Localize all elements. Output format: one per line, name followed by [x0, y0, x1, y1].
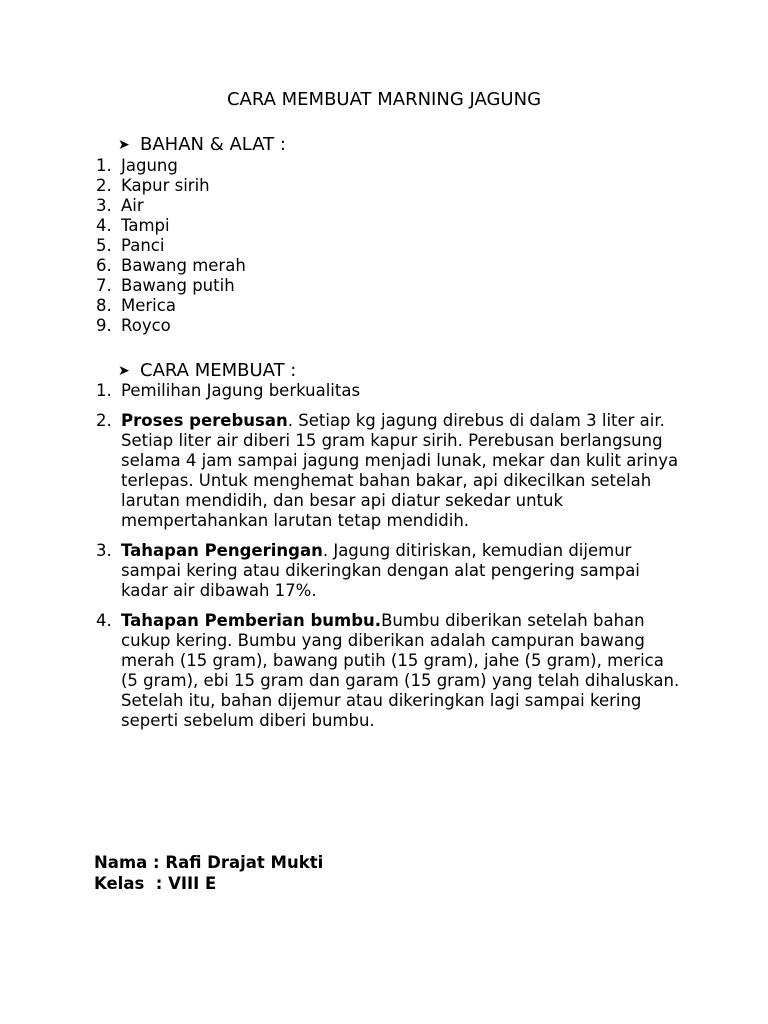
list-number: 4.: [96, 216, 112, 235]
list-number: 3.: [96, 541, 112, 560]
bahan-list-item: [96, 256, 686, 276]
step-heading: Tahapan Pengeringan: [121, 541, 323, 560]
bahan-list-item: [96, 216, 686, 236]
list-number: 4.: [96, 611, 112, 630]
list-number: 2.: [96, 411, 112, 430]
step-text: Bumbu diberikan setelah bahan cukup kering. Bumbu yang diberikan adalah campuran bawang merah (15 gram), bawang putih (15 gram), jahe (5 gram), merica (5 gram), ebi 15 gram dan garam (15 gram) yang telah dihaluskan. Setelah itu, bahan dijemur atau dikeringkan lagi sampai kering seperti sebelum diberi bumbu.: [121, 611, 680, 730]
cara-list-item: [96, 541, 686, 601]
list-number: 2.: [96, 176, 112, 195]
step-text: . Jagung ditiriskan, kemudian dijemur sampai kering atau dikeringkan dengan alat pengering sampai kadar air dibawah 17%.: [121, 541, 640, 600]
section-heading-cara: [118, 359, 296, 383]
cara-list-item: [96, 381, 686, 401]
list-item-text: Kapur sirih: [121, 176, 210, 195]
bahan-list-item: [96, 176, 686, 196]
bahan-list-item: [96, 316, 686, 336]
section-heading-bahan: [118, 133, 286, 157]
step-heading: Tahapan Pemberian bumbu.: [121, 611, 382, 630]
list-number: 8.: [96, 296, 112, 315]
signature-block: [94, 852, 323, 894]
list-number: 1.: [96, 381, 112, 400]
list-item-text: Bawang merah: [121, 256, 246, 275]
list-item-text: Bawang putih: [121, 276, 235, 295]
bahan-list-item: [96, 156, 686, 176]
list-number: 9.: [96, 316, 112, 335]
list-item-text: Merica: [121, 296, 176, 315]
cara-list-item: [96, 411, 686, 531]
list-number: 6.: [96, 256, 112, 275]
cara-list-item: [96, 611, 686, 731]
list-number: 5.: [96, 236, 112, 255]
step-text: . Setiap kg jagung direbus di dalam 3 liter air. Setiap liter air diberi 15 gram kapur sirih. Perebusan berlangsung selama 4 jam sampai jagung menjadi lunak, mekar dan kulit arinya terlepas. Untuk menghemat bahan bakar, api dikecilkan setelah larutan mendidih, dan besar api diatur sekedar untuk mempertahankan larutan tetap mendidih.: [121, 411, 679, 530]
list-number: 3.: [96, 196, 112, 215]
bahan-list-item: [96, 196, 686, 216]
bahan-list-item: [96, 276, 686, 296]
step-heading: Proses perebusan: [121, 411, 288, 430]
bahan-list: [96, 156, 686, 336]
student-name: Nama : Rafi Drajat Mukti: [94, 853, 324, 872]
arrow-bullet-icon: ➤: [118, 137, 130, 153]
list-item-text: Panci: [121, 236, 165, 255]
arrow-bullet-icon: ➤: [118, 363, 130, 379]
student-class: Kelas : VIII E: [94, 874, 217, 893]
bahan-list-item: [96, 236, 686, 256]
list-number: 1.: [96, 156, 112, 175]
list-item-text: Jagung: [121, 156, 178, 175]
cara-list: [96, 381, 686, 741]
section-heading-cara-label: CARA MEMBUAT :: [140, 360, 297, 381]
section-heading-bahan-label: BAHAN & ALAT :: [140, 134, 286, 155]
document-title: CARA MEMBUAT MARNING JAGUNG: [226, 89, 542, 110]
list-item-text: Air: [121, 196, 144, 215]
list-item-text: Tampi: [121, 216, 170, 235]
step-text: Pemilihan Jagung berkualitas: [121, 381, 361, 400]
list-item-text: Royco: [121, 316, 171, 335]
list-number: 7.: [96, 276, 112, 295]
bahan-list-item: [96, 296, 686, 316]
